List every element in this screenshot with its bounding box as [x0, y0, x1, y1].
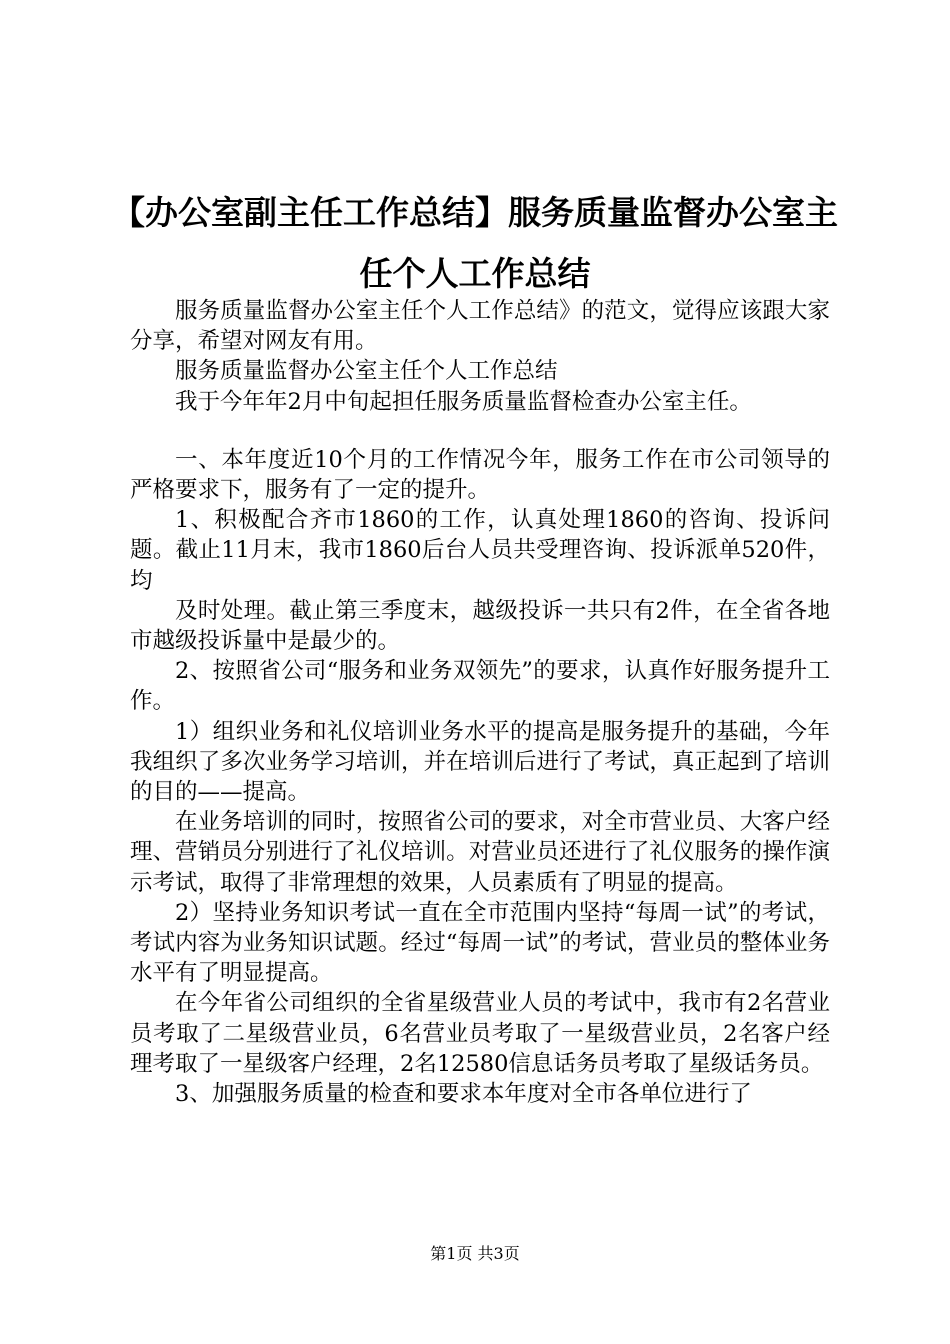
document-title: 【办公室副主任工作总结】服务质量监督办公室主任个人工作总结	[112, 193, 838, 293]
paragraph: 一、本年度近10个月的工作情况今年，服务工作在市公司领导的严格要求下，服务有了一定的提升。	[130, 446, 830, 504]
document-body	[130, 296, 830, 1109]
page-number-footer: 第1页 共3页	[430, 1244, 520, 1263]
paragraph: 3、加强服务质量的检查和要求本年度对全市各单位进行了	[175, 1081, 752, 1108]
paragraph: 在业务培训的同时，按照省公司的要求，对全市营业员、大客户经理、营销员分别进行了礼仪培训。对营业员还进行了礼仪服务的操作演示考试，取得了非常理想的效果，人员素质有了明显的提高。	[130, 809, 830, 896]
paragraph: 服务质量监督办公室主任个人工作总结》的范文，觉得应该跟大家分享，希望对网友有用。	[130, 298, 830, 355]
paragraph: 服务质量监督办公室主任个人工作总结	[175, 358, 558, 385]
paragraph: 及时处理。截止第三季度末，越级投诉一共只有2件，在全省各地市越级投诉量中是最少的。	[130, 597, 830, 655]
paragraph: 我于今年年2月中旬起担任服务质量监督检查办公室主任。	[175, 388, 752, 415]
paragraph: 1、积极配合齐市1860的工作，认真处理1860的咨询、投诉问题。截止11月末，我市1860后台人员共受理咨询、投诉派单520件，均	[130, 507, 830, 594]
paragraph: 1）组织业务和礼仪培训业务水平的提高是服务提升的基础，今年我组织了多次业务学习培训，并在培训后进行了考试，真正起到了培训的目的——提高。	[130, 718, 830, 806]
paragraph: 2、按照省公司“服务和业务双领先”的要求，认真作好服务提升工作。	[130, 658, 830, 715]
paragraph: 在今年省公司组织的全省星级营业人员的考试中，我市有2名营业员考取了二星级营业员，6名营业员考取了一星级营业员，2名客户经理考取了一星级客户经理，2名12580信息话务员考取了星级话务员。	[130, 990, 830, 1077]
paragraph: 2）坚持业务知识考试一直在全市范围内坚持“每周一试”的考试，考试内容为业务知识试题。经过“每周一试”的考试，营业员的整体业务水平有了明显提高。	[130, 899, 830, 987]
